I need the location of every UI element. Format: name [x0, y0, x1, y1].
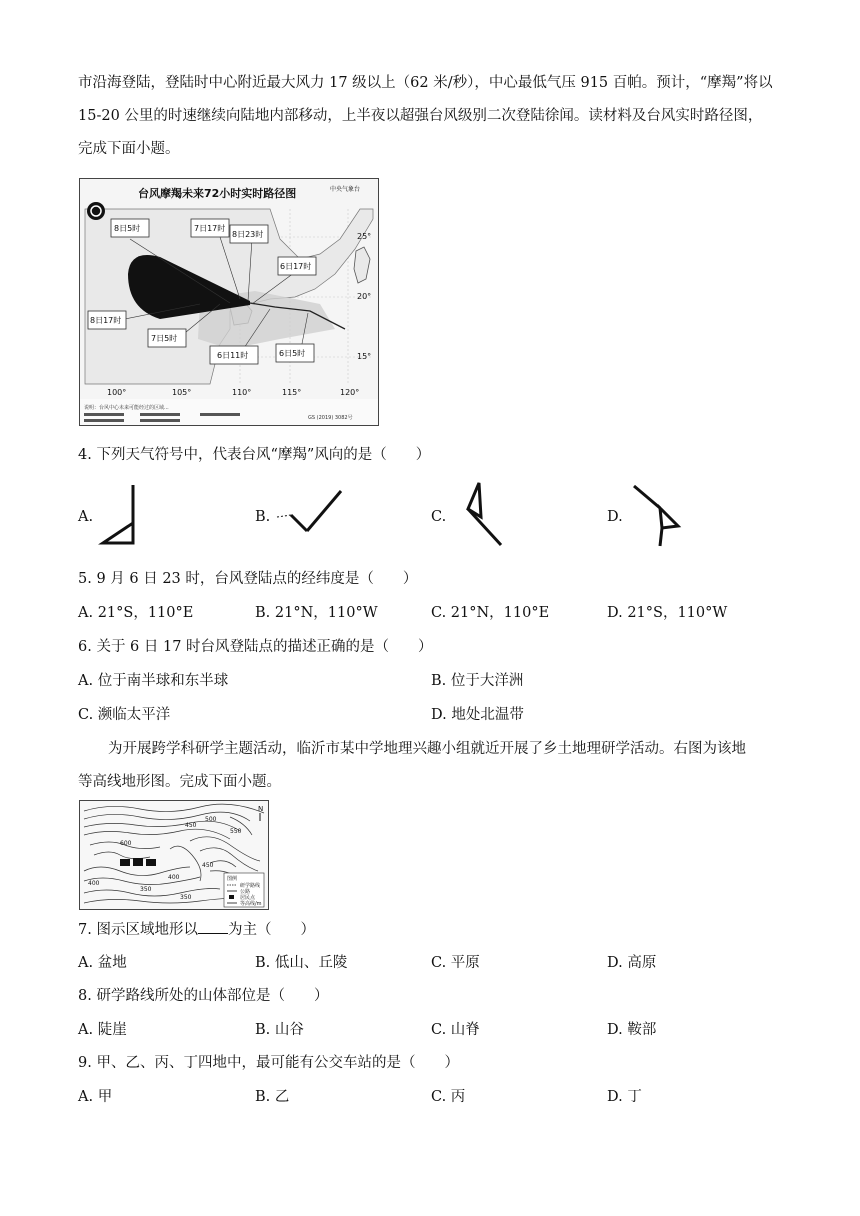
- lon-label-115: 115°: [282, 388, 302, 397]
- q4-stem: 4. 下列天气符号中，代表台风“摩羯”风向的是（ ）: [78, 447, 431, 463]
- q6-option-a: A. 位于南半球和东半球: [78, 673, 229, 689]
- north-arrow-icon: N: [258, 805, 264, 813]
- contour-label-9: 350: [180, 894, 192, 901]
- map-label-6: 7日5时: [151, 334, 178, 343]
- q5-stem: 5. 9 月 6 日 23 时，台风登陆点的经纬度是（ ）: [78, 571, 418, 587]
- map-label-1: 8日5时: [114, 224, 141, 233]
- wind-symbol-d-icon: [630, 482, 685, 552]
- contour-label-6: 350: [140, 886, 152, 893]
- q7-option-a: A. 盆地: [78, 955, 127, 971]
- map-label-4: 6日17时: [280, 262, 312, 271]
- q7-option-d: D. 高原: [607, 955, 657, 971]
- contour-label-1: 450: [185, 822, 197, 829]
- q6-option-d: D. 地处北温带: [431, 707, 524, 723]
- q7-option-b: B. 低山、丘陵: [255, 955, 348, 971]
- q9-option-a: A. 甲: [78, 1089, 113, 1105]
- typhoon-path-map: [79, 178, 379, 400]
- lon-label-120: 120°: [340, 388, 360, 397]
- contour-map: [79, 800, 269, 910]
- q7-stem: [78, 919, 315, 940]
- intro-line-1: 市沿海登陆，登陆时中心附近最大风力 17 级以上（62 米/秒），中心最低气压 915 百帕。预计，“摩羯”将以: [78, 75, 773, 91]
- q9-option-c: C. 丙: [431, 1089, 466, 1105]
- q6-stem: 6. 关于 6 日 17 时台风登陆点的描述正确的是（ ）: [78, 639, 433, 655]
- q5-option-a: A. 21°S，110°E: [78, 605, 194, 621]
- agency-logo-icon: [87, 202, 105, 220]
- contour-label-3: 550: [230, 828, 242, 835]
- legend-item-1: 研学路线: [240, 883, 261, 889]
- map-title: 台风摩羯未来72小时实时路径图: [138, 187, 297, 200]
- wind-symbol-b-icon: [273, 487, 345, 537]
- q6-option-c: C. 濒临太平洋: [78, 707, 171, 723]
- lon-label-105: 105°: [172, 388, 192, 397]
- map-label-8: 6日5时: [279, 349, 306, 358]
- legend-item-4: 等高线/m: [240, 901, 262, 907]
- q4-option-d-label: D.: [607, 509, 623, 525]
- map-label-5: 8日17时: [90, 316, 122, 325]
- q8-option-d: D. 鞍部: [607, 1022, 657, 1038]
- q4-option-a-label: A.: [78, 509, 94, 525]
- legend-item-2: 公路: [240, 889, 251, 895]
- q7-option-c: C. 平原: [431, 955, 480, 971]
- q8-option-b: B. 山谷: [255, 1022, 304, 1038]
- q8-stem: 8. 研学路线所处的山体部位是（ ）: [78, 988, 329, 1004]
- map-label-2: 7日17时: [194, 224, 226, 233]
- q6-option-b: B. 位于大洋洲: [431, 673, 524, 689]
- lon-label-110: 110°: [232, 388, 252, 397]
- q4-option-b-label: B.: [255, 509, 271, 525]
- q7-blank: [198, 919, 228, 934]
- q7-stem-before: 7. 图示区域地形以: [78, 922, 198, 938]
- q4-option-c-label: C.: [431, 509, 447, 525]
- wind-symbol-c-icon: [453, 479, 505, 549]
- lat-label-15: 15°: [357, 352, 372, 361]
- typhoon-map-legend: [79, 399, 379, 426]
- passage2-line-1: 为开展跨学科研学主题活动，临沂市某中学地理兴趣小组就近开展了乡土地理研学活动。右图为该地: [108, 741, 746, 757]
- wind-symbol-a-icon: [98, 481, 143, 551]
- legend-line-1: 说明：台风中心未来可能经过的区域...: [84, 405, 169, 411]
- contour-legend-title: 图例: [227, 876, 238, 882]
- legend-line-2: GS (2019) 3082号: [308, 415, 353, 421]
- contour-label-8: 400: [168, 874, 180, 881]
- q7-stem-after: 为主（ ）: [227, 922, 315, 938]
- lat-label-20: 20°: [357, 292, 372, 301]
- map-label-3: 8日23时: [232, 230, 264, 239]
- q8-option-a: A. 陡崖: [78, 1022, 127, 1038]
- q9-option-d: D. 丁: [607, 1089, 642, 1105]
- q8-option-c: C. 山脊: [431, 1022, 480, 1038]
- legend-item-3: 居民点: [240, 895, 256, 901]
- q5-option-c: C. 21°N，110°E: [431, 605, 550, 621]
- contour-label-7: 450: [202, 862, 214, 869]
- contour-label-2: 500: [205, 816, 217, 823]
- q5-option-d: D. 21°S，110°W: [607, 605, 728, 621]
- q9-option-b: B. 乙: [255, 1089, 290, 1105]
- lon-label-100: 100°: [107, 388, 127, 397]
- map-agency: 中央气象台: [330, 186, 361, 193]
- q5-option-b: B. 21°N，110°W: [255, 605, 378, 621]
- map-label-7: 6日11时: [217, 351, 249, 360]
- intro-line-3: 完成下面小题。: [78, 141, 180, 157]
- passage2-line-2: 等高线地形图。完成下面小题。: [78, 774, 281, 790]
- q9-stem: 9. 甲、乙、丙、丁四地中，最可能有公交车站的是（ ）: [78, 1055, 459, 1071]
- contour-label-4: 600: [120, 840, 132, 847]
- contour-label-5: 400: [88, 880, 100, 887]
- lat-label-25: 25°: [357, 232, 372, 241]
- intro-line-2: 15-20 公里的时速继续向陆地内部移动，上半夜以超强台风级别二次登陆徐闻。读材料及台风实时路径图，: [78, 108, 763, 124]
